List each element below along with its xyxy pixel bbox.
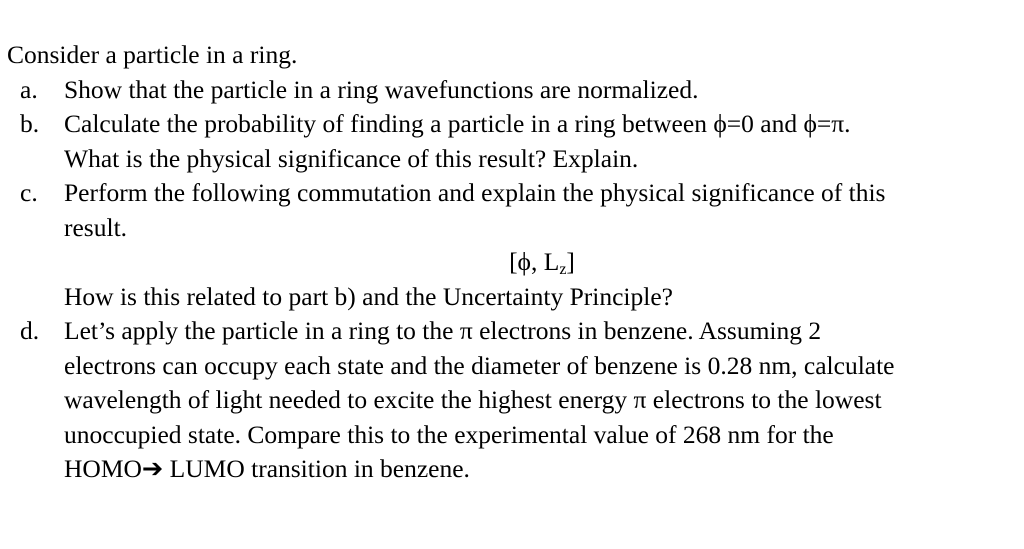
part-c-line-2: result. <box>64 212 128 242</box>
part-c-followup: How is this related to part b) and the Uncertainty Principle? <box>64 281 673 311</box>
part-a <box>0 73 1024 108</box>
part-d <box>0 314 1024 487</box>
part-b-line-2: What is the physical significance of this result? Explain. <box>64 143 639 173</box>
part-d-marker: d. <box>20 316 40 345</box>
part-d-line-1: Let’s apply the particle in a ring to the π electrons in benzene. Assuming 2 <box>64 316 822 345</box>
part-c-line-1: Perform the following commutation and explain the physical significance of this <box>64 178 886 207</box>
part-b-line-1: Calculate the probability of finding a particle in a ring between ϕ=0 and ϕ=π. <box>64 109 851 138</box>
part-b-text <box>64 107 1024 176</box>
part-d-line-4: unoccupied state. Compare this to the experimental value of 268 nm for the <box>64 419 834 449</box>
part-a-marker: a. <box>20 74 38 104</box>
part-b-marker: b. <box>20 109 40 138</box>
commutator-expression <box>64 245 1020 280</box>
commutator-open: [ϕ, L <box>509 247 560 276</box>
part-c-text <box>64 176 1024 245</box>
part-d-line-5: HOMO➔ LUMO transition in benzene. <box>64 454 470 483</box>
part-c <box>0 176 1024 245</box>
part-d-line-2: electrons can occupy each state and the diameter of benzene is 0.28 nm, calculate <box>64 350 895 380</box>
part-b <box>0 107 1024 176</box>
part-a-line-1: Show that the particle in a ring wavefunctions are normalized. <box>64 74 699 104</box>
part-c-marker: c. <box>20 178 38 207</box>
part-a-text <box>64 73 1024 108</box>
commutator-subscript: z <box>559 261 567 278</box>
part-d-text <box>64 314 1024 487</box>
problem-document <box>0 38 1024 487</box>
problem-intro: Consider a particle in a ring. <box>7 40 298 69</box>
part-d-line-3: wavelength of light needed to excite the highest energy π electrons to the lowest <box>64 385 882 414</box>
commutator-close: ] <box>566 247 575 276</box>
